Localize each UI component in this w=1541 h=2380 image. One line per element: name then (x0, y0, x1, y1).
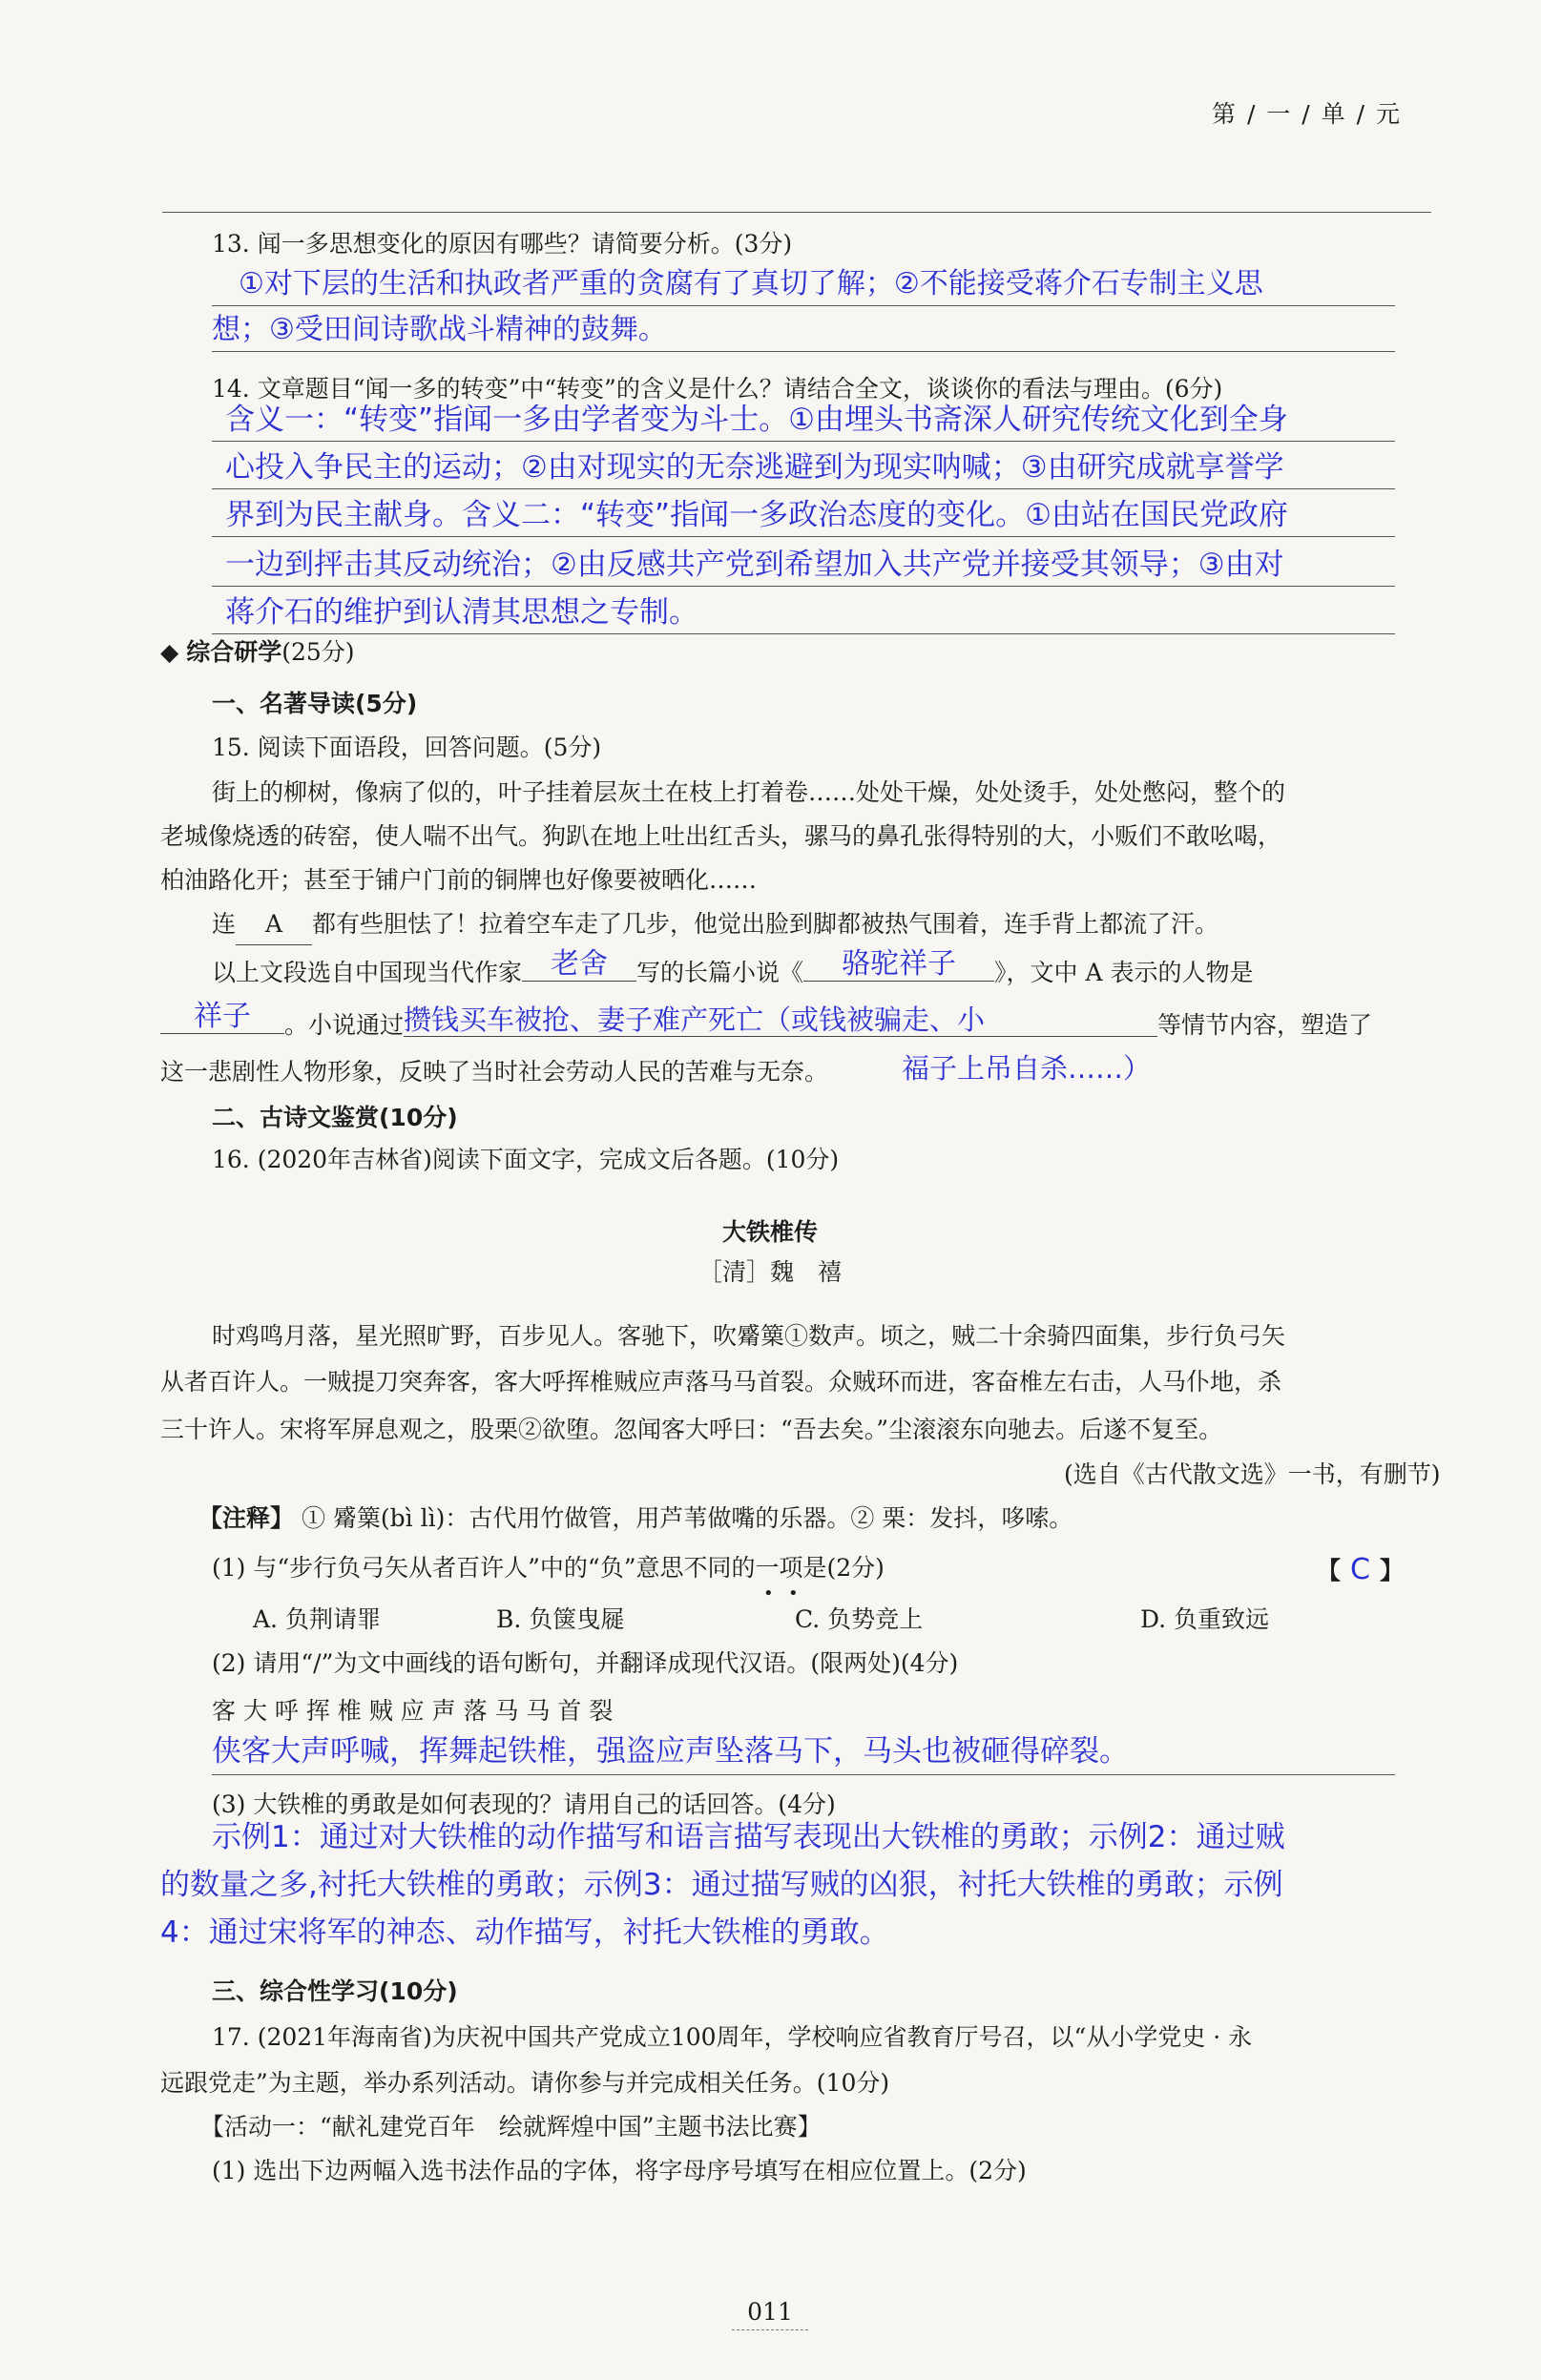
section-heading (160, 633, 355, 668)
q14-answer-line5: 蒋介石的维护到认清其思想之专制。 (225, 595, 698, 630)
fill-text: 等情节内容，塑造了 (1157, 1011, 1373, 1039)
fill-text: 。小说通过 (284, 1011, 405, 1039)
q15-prompt: 15. 阅读下面语段，回答问题。(5分) (212, 734, 602, 761)
answer-bracket: 】 (1379, 1557, 1404, 1584)
q15-passage-line2: 老城像烧透的砖窑，使人喘不出气。狗趴在地上吐出红舌头，骡马的鼻孔张得特别的大，小贩们不敢吆喝， (160, 822, 1282, 850)
q13-answer-line1: ①对下层的生活和执政者严重的贪腐有了真切了解；②不能接受蒋介石专制主义思 (239, 267, 1263, 300)
q16-prompt: 16. (2020年吉林省)阅读下面文字，完成文后各题。(10分) (212, 1146, 840, 1173)
novel-answer: 骆驼祥子 (803, 948, 994, 982)
option-c: C. 负势竞上 (795, 1605, 924, 1633)
emphasis-dot: • (788, 1583, 799, 1604)
q16-sub3-answer-line2: 的数量之多,衬托大铁椎的勇敢；示例3：通过描写贼的凶狠，衬托大铁椎的勇敢；示例 (160, 1868, 1283, 1902)
author-answer: 老舍 (522, 948, 636, 982)
q14-answer-line4: 一边到抨击其反动统治；②由反感共产党到希望加入共产党并接受其领导；③由对 (225, 548, 1284, 582)
q15-fill-line2 (160, 1000, 1373, 1042)
notes-label: 【注释】 (198, 1504, 295, 1532)
answer-rule (212, 305, 1395, 306)
q13-answer-line2: 想；③受田间诗歌战斗精神的鼓舞。 (212, 313, 667, 346)
header-rule (162, 212, 1431, 213)
answer-rule (212, 488, 1395, 489)
answer-rule (212, 586, 1395, 587)
q16-sub3-prompt: (3) 大铁椎的勇敢是如何表现的？请用自己的话回答。(4分) (212, 1790, 836, 1818)
unit-header: 第 / 一 / 单 / 元 (1212, 100, 1402, 128)
passage-text: 都有些胆怯了！拉着空车走了几步，他觉出脸到脚都被热气围着，连手背上都流了汗。 (312, 910, 1219, 938)
q16-sub2-answer: 侠客大声呼喊，挥舞起铁椎，强盗应声坠落马下，马头也被砸得碎裂。 (212, 1734, 1129, 1769)
q14-answer-line3: 界到为民主献身。含义二：“转变”指闻一多政治态度的变化。①由站在国民党政府 (225, 498, 1288, 532)
q17-line2: 远跟党走”为主题，举办系列活动。请你参与并完成相关任务。(10分) (160, 2069, 890, 2097)
q15-fill-line1 (212, 947, 1254, 989)
q15-fill-line3: 这一悲剧性人物形象，反映了当时社会劳动人民的苦难与无奈。 (160, 1058, 829, 1086)
answer-rule (212, 1774, 1395, 1775)
plot-answer-cont: 福子上吊自杀……） (902, 1052, 1152, 1085)
option-b: B. 负箧曳屣 (496, 1605, 625, 1633)
fill-text: 》，文中 A 表示的人物是 (994, 959, 1254, 986)
fill-text: 以上文段选自中国现当代作家 (212, 959, 523, 986)
notes-text: ① 觱篥(bì lì)：古代用竹做管，用芦苇做嘴的乐器。② 栗：发抖，哆嗦。 (301, 1504, 1073, 1532)
part3-title: 三、综合性学习(10分) (212, 1977, 458, 2005)
q16-sub3-answer-line3: 4：通过宋将军的神态、动作描写，衬托大铁椎的勇敢。 (160, 1915, 889, 1950)
page-number: 011 (747, 2298, 793, 2326)
q13-prompt: 13. 闻一多思想变化的原因有哪些？请简要分析。(3分) (212, 230, 793, 258)
q16-passage-line3: 三十许人。宋将军屏息观之，股栗②欲堕。忽闻客大呼曰：“吾去矣。”尘滚滚东向驰去。后遂不复至。 (160, 1416, 1223, 1443)
diamond-icon: ◆ (160, 638, 179, 666)
poem-author: ［清］魏 禧 (698, 1258, 842, 1286)
q14-prompt: 14. 文章题目“闻一多的转变”中“转变”的含义是什么？请结合全文，谈谈你的看法与理由。(6分) (212, 375, 1223, 403)
passage-text: 连 (212, 910, 237, 938)
poem-title: 大铁椎传 (721, 1218, 818, 1246)
q15-passage-line1: 街上的柳树，像病了似的，叶子挂着层灰土在枝上打着卷……处处干燥，处处烫手，处处憋闷，整个的 (212, 778, 1286, 806)
q16-sub2-prompt: (2) 请用“/”为文中画线的语句断句，并翻译成现代汉语。(限两处)(4分) (212, 1649, 959, 1677)
q16-passage-line1: 时鸡鸣月落，星光照旷野，百步见人。客驰下，吹觱篥①数声。顷之，贼二十余骑四面集，步行负弓矢 (212, 1322, 1286, 1350)
option-d: D. 负重致远 (1140, 1605, 1270, 1633)
activity-title: 【活动一：“献礼建党百年 绘就辉煌中国”主题书法比赛】 (200, 2113, 822, 2141)
section-title: 综合研学 (186, 638, 282, 666)
q16-source: (选自《古代散文选》一书，有删节) (1064, 1460, 1441, 1488)
q15-passage-line4 (212, 904, 1218, 945)
section-score: (25分) (281, 638, 355, 666)
person-answer: 祥子 (160, 1001, 284, 1034)
q16-sub1-answer-box (1317, 1551, 1404, 1589)
option-a: A. 负荆请罪 (253, 1605, 381, 1633)
q16-sub1-prompt: (1) 与“步行负弓矢从者百许人”中的“负”意思不同的一项是(2分) (212, 1554, 885, 1582)
q16-sub3-answer-line1: 示例1：通过对大铁椎的动作描写和语言描写表现出大铁椎的勇敢；示例2：通过贼 (212, 1820, 1285, 1854)
emphasis-dot: • (763, 1583, 774, 1604)
q16-notes (198, 1503, 1072, 1534)
q14-answer-line1: 含义一：“转变”指闻一多由学者变为斗士。①由埋头书斋深人研究传统文化到全身 (225, 403, 1288, 437)
answer-rule (212, 633, 1395, 634)
sub1-answer: C (1350, 1553, 1370, 1586)
answer-rule (212, 536, 1395, 537)
fill-text: 写的长篇小说《 (636, 959, 804, 986)
footer-rule (732, 2329, 808, 2330)
part2-title: 二、古诗文鉴赏(10分) (212, 1104, 458, 1131)
answer-rule (212, 441, 1395, 442)
plot-answer: 攒钱买车被抢、妻子难产死亡（或钱被骗走、小 (404, 1004, 1157, 1037)
answer-bracket: 【 (1317, 1557, 1342, 1584)
answer-rule (212, 351, 1395, 352)
q14-answer-line2: 心投入争民主的运动；②由对现实的无奈逃避到为现实呐喊；③由研究成就享誉学 (225, 450, 1284, 485)
q16-sub2-sentence: 客 大 呼 挥 椎 贼 应 声 落 马 马 首 裂 (212, 1697, 614, 1725)
part1-title: 一、名著导读(5分) (212, 690, 418, 717)
q15-passage-line3: 柏油路化开；甚至于铺户门前的铜牌也好像要被晒化…… (160, 866, 758, 894)
blank-a: A (236, 904, 312, 945)
q17-sub1: (1) 选出下边两幅入选书法作品的字体，将字母序号填写在相应位置上。(2分) (212, 2157, 1027, 2184)
q16-passage-line2: 从者百许人。一贼提刀突奔客，客大呼挥椎贼应声落马马首裂。众贼环而进，客奋椎左右击，人马仆地，杀 (160, 1368, 1282, 1396)
q17-line1: 17. (2021年海南省)为庆祝中国共产党成立100周年，学校响应省教育厅号召，以“从小学党史 · 永 (212, 2023, 1253, 2051)
